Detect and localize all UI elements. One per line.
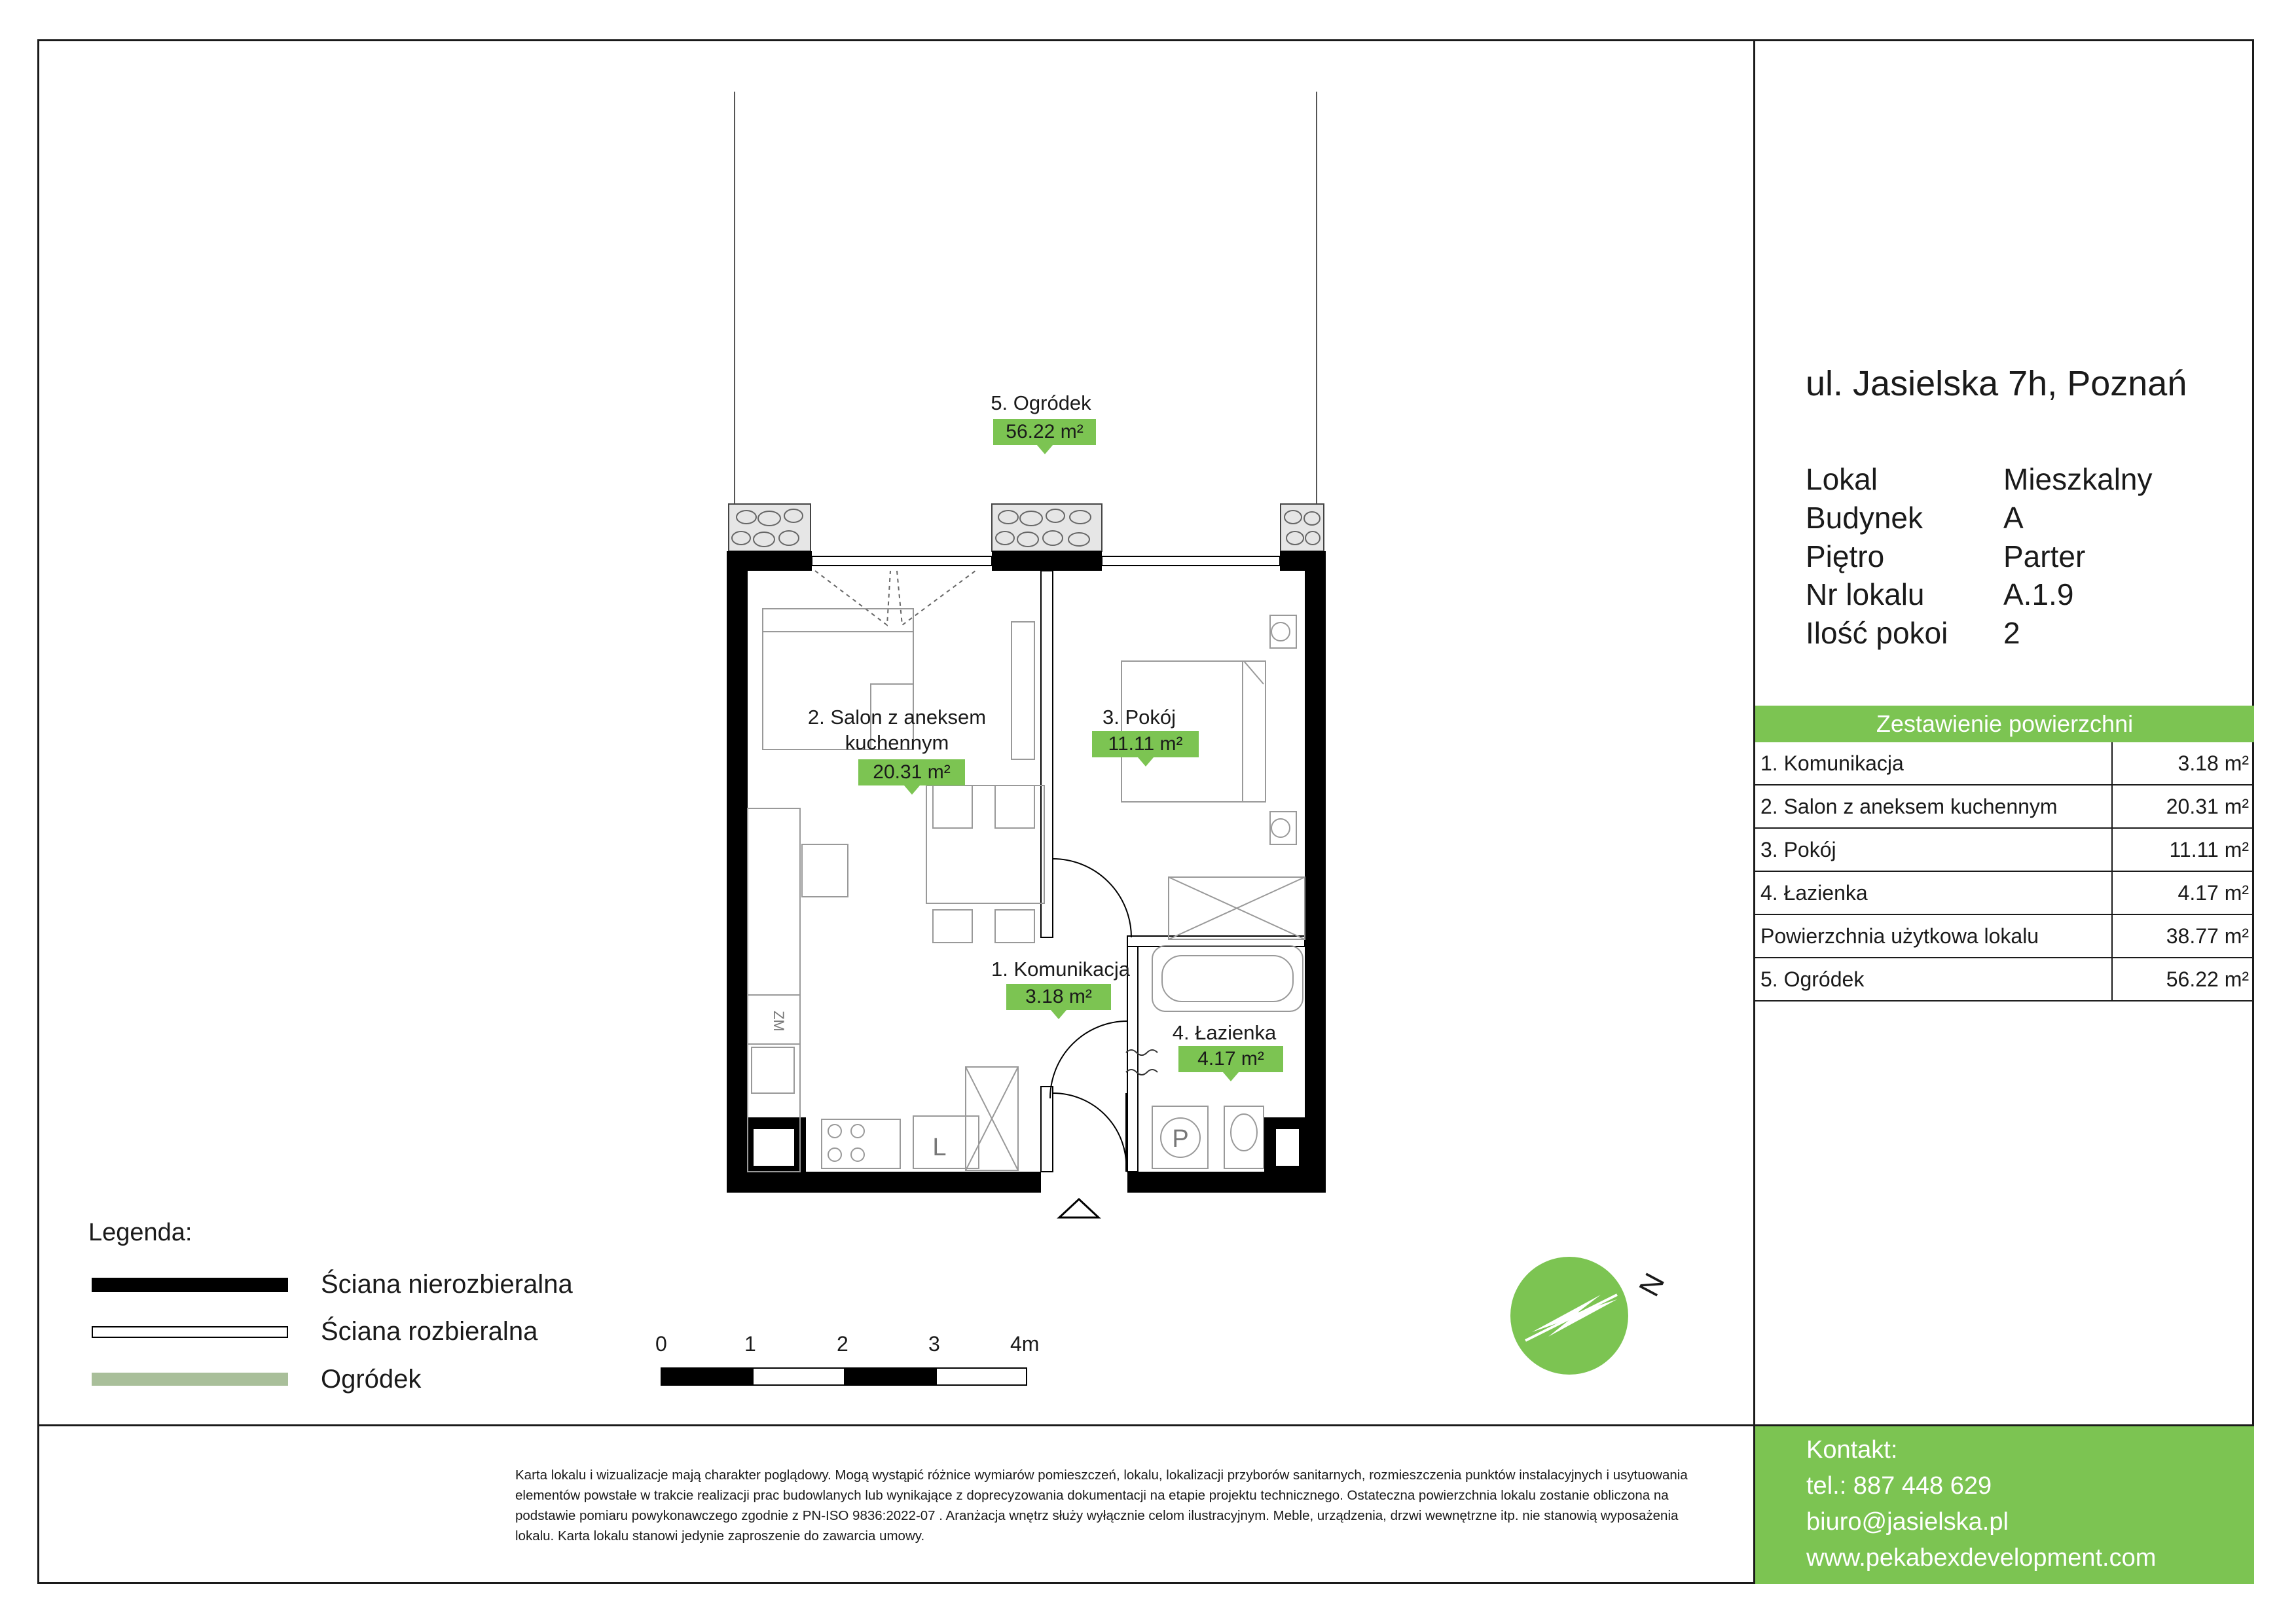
salon-area-tag: 20.31 m² [858, 759, 965, 785]
info-value: A [2003, 501, 2024, 535]
row-value: 11.11 m² [2112, 828, 2254, 871]
info-value: Parter [2003, 539, 2086, 573]
row-label: 1. Komunikacja [1755, 742, 2112, 785]
pokoj-room-label: 3. Pokój [1102, 706, 1176, 729]
row-value: 4.17 m² [2112, 871, 2254, 914]
compass-icon [1510, 1257, 1628, 1375]
row-label: 4. Łazienka [1755, 871, 2112, 914]
entrance-icon [1059, 1199, 1099, 1218]
legend-title: Legenda: [88, 1219, 192, 1246]
lazienka-area-tag: 4.17 m² [1178, 1046, 1283, 1072]
contact-title: Kontakt: [1806, 1436, 1898, 1464]
salon-room-label-1: 2. Salon z aneksem [807, 706, 987, 729]
table-row [1755, 828, 2254, 871]
table-row [1755, 871, 2254, 914]
row-label: Powierzchnia użytkowa lokalu [1755, 914, 2112, 958]
table-row [1755, 914, 2254, 958]
info-value: A.1.9 [2003, 577, 2074, 611]
scale-label: 0 [655, 1332, 667, 1356]
table-row [1755, 958, 2254, 1001]
salon-room-label-2: kuchennym [845, 731, 949, 754]
bedroom-furniture [1121, 615, 1305, 939]
table-row [1755, 742, 2254, 785]
contact-email[interactable]: biuro@jasielska.pl [1806, 1508, 2009, 1536]
table-row [1755, 785, 2254, 828]
legend-label: Ogródek [321, 1365, 422, 1394]
contact-phone[interactable]: tel.: 887 448 629 [1806, 1472, 1992, 1500]
row-value: 3.18 m² [2112, 742, 2254, 785]
area-summary-table [1755, 742, 2254, 1001]
info-label: Ilość pokoi [1806, 616, 1948, 650]
washer-mark: P [1172, 1125, 1189, 1153]
komunikacja-area-tag: 3.18 m² [1006, 984, 1111, 1010]
garden-area-tag: 56.22 m² [993, 419, 1096, 445]
scale-label: 3 [928, 1332, 940, 1356]
info-label: Lokal [1806, 462, 1878, 496]
row-value: 38.77 m² [2112, 914, 2254, 958]
address-title: ul. Jasielska 7h, Poznań [1806, 364, 2187, 403]
row-value: 20.31 m² [2112, 785, 2254, 828]
lazienka-room-label: 4. Łazienka [1172, 1021, 1277, 1044]
info-label: Piętro [1806, 539, 1885, 573]
door-swings [815, 571, 975, 625]
scale-label: 2 [837, 1332, 848, 1356]
garden-room-label: 5. Ogródek [991, 391, 1091, 414]
row-label: 5. Ogródek [1755, 958, 2112, 1001]
info-label: Nr lokalu [1806, 577, 1925, 611]
row-value: 56.22 m² [2112, 958, 2254, 1001]
scale-label: 1 [744, 1332, 756, 1356]
info-value: 2 [2003, 616, 2020, 650]
salon-furniture [748, 609, 1044, 1172]
compass-north-label: N [1633, 1268, 1671, 1302]
disclaimer-text: Karta lokalu i wizualizacje mają charakter poglądowy. Mogą wystąpić różnice wymiarów pomieszczeń, lokalu, lokalizacji przyborów sanitarnych, rozmieszczenia punktów instalacyjnych i usytuowania elementów powstałe w trakcie realizacji prac budowlanych lub wynikające z doprecyzowania dokumentacji na etapie projektu technicznego. Ostateczna powierzchnia lokalu zostanie obliczona na podstawie pomiaru powykonawczego zgodnie z PN-ISO 9836:2022-07 . Aranżacja wnętrz służy wyłącznie celom ilustracyjnym. Meble, urządzenia, drzwi wewnętrzne itp. nie stanowią wyposażenia lokalu. Karta lokalu stanowi jedynie zaproszenie do zawarcia umowy. [515, 1468, 1688, 1543]
gravel-strips [729, 504, 1324, 551]
row-label: 2. Salon z aneksem kuchennym [1755, 785, 2112, 828]
legend-label: Ściana nierozbieralna [321, 1270, 573, 1299]
dishwasher-mark: ZM [771, 1011, 787, 1032]
info-label: Budynek [1806, 501, 1923, 535]
legend-swatch-outline [92, 1326, 288, 1338]
fridge-mark: L [932, 1134, 947, 1161]
legend-swatch-black [92, 1278, 288, 1292]
legend-swatch-garden [92, 1373, 288, 1386]
row-label: 3. Pokój [1755, 828, 2112, 871]
info-value: Mieszkalny [2003, 462, 2153, 496]
scale-bar [661, 1368, 1027, 1385]
contact-panel [1755, 1426, 2254, 1584]
contact-website[interactable]: www.pekabexdevelopment.com [1806, 1544, 2157, 1572]
load-bearing-walls [727, 551, 1326, 1193]
legend-label: Ściana rozbieralna [321, 1317, 538, 1346]
scale-label: 4m [1010, 1332, 1040, 1356]
komunikacja-room-label: 1. Komunikacja [991, 958, 1130, 981]
pokoj-area-tag: 11.11 m² [1092, 731, 1199, 757]
area-summary-header: Zestawienie powierzchni [1755, 706, 2254, 742]
